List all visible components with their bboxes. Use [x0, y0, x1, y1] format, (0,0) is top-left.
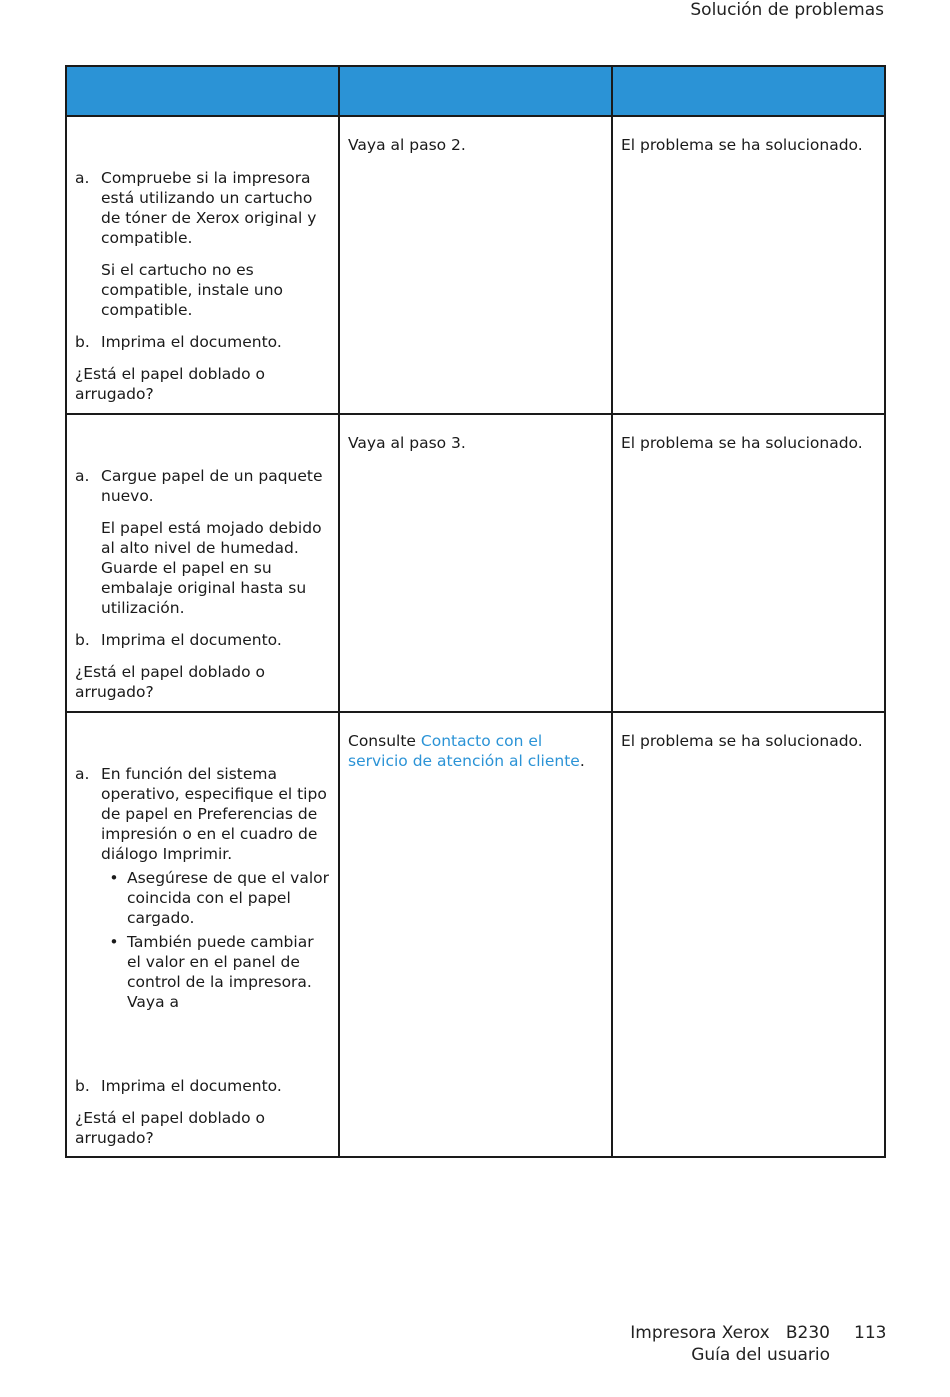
customer-support-link[interactable]: Contacto con el servicio de atención al cliente	[348, 732, 580, 770]
question-text: ¿Está el papel doblado o arrugado?	[75, 663, 266, 701]
step-text: Imprima el documento.	[101, 333, 282, 351]
step-marker: b.	[75, 1077, 90, 1095]
step-note: El papel está mojado debido al alto nivel de humedad. Guarde el papel en su embalaje original hasta su utilización.	[101, 519, 322, 617]
yes-cell	[339, 414, 612, 712]
step-marker: b.	[75, 333, 90, 351]
no-cell	[612, 116, 885, 414]
step-a	[75, 466, 330, 506]
bullet-item	[101, 932, 330, 1012]
yes-text: Vaya al paso 2.	[348, 136, 466, 154]
yes-text	[340, 713, 611, 779]
step-note: Si el cartucho no es compatible, instale uno compatible.	[101, 261, 284, 319]
table-row	[66, 414, 885, 712]
step-marker: a.	[75, 765, 90, 783]
troubleshooting-table	[65, 65, 886, 1158]
yes-suffix: .	[579, 752, 585, 770]
no-cell	[612, 414, 885, 712]
question-text: ¿Está el papel doblado o arrugado?	[75, 365, 266, 403]
question-text: ¿Está el papel doblado o arrugado?	[75, 1109, 266, 1147]
footer-guide: Guía del usuario	[691, 1345, 830, 1365]
running-header: Solución de problemas	[690, 0, 884, 20]
action-cell	[66, 116, 339, 414]
action-cell	[66, 712, 339, 1157]
step-text: En función del sistema operativo, especifique el tipo de papel en Preferencias de impresión o en el cuadro de diálogo Imprimir.	[101, 765, 327, 863]
page-number: 113	[854, 1323, 887, 1343]
no-text: El problema se ha solucionado.	[621, 434, 863, 452]
no-cell	[612, 712, 885, 1157]
no-text: El problema se ha solucionado.	[621, 136, 863, 154]
header-cell-no	[612, 66, 885, 116]
action-cell	[66, 414, 339, 712]
yes-text: Vaya al paso 3.	[348, 434, 466, 452]
header-cell-yes	[339, 66, 612, 116]
table-row	[66, 116, 885, 414]
bullet-dot-icon: •	[109, 869, 119, 887]
no-text: El problema se ha solucionado.	[621, 732, 863, 750]
step-marker: a.	[75, 169, 90, 187]
yes-cell	[339, 712, 612, 1157]
step-marker: b.	[75, 631, 90, 649]
step-text: Compruebe si la impresora está utilizando un cartucho de tóner de Xerox original y compatible.	[101, 169, 317, 247]
bullet-dot-icon: •	[109, 933, 119, 951]
step-b	[75, 630, 330, 650]
table-header-row	[66, 66, 885, 116]
step-b	[75, 1076, 330, 1096]
step-text: Imprima el documento.	[101, 631, 282, 649]
step-text: Imprima el documento.	[101, 1077, 282, 1095]
bullet-text: Asegúrese de que el valor coincida con el papel cargado.	[127, 869, 330, 927]
table-row	[66, 712, 885, 1157]
step-marker: a.	[75, 467, 90, 485]
footer-product: Impresora Xerox B230	[630, 1323, 830, 1343]
step-a	[75, 764, 330, 864]
step-a	[75, 168, 330, 248]
yes-prefix: Consulte	[348, 732, 421, 750]
bullet-item	[101, 868, 330, 928]
header-cell-action	[66, 66, 339, 116]
step-b	[75, 332, 330, 352]
bullet-text: También puede cambiar el valor en el panel de control de la impresora. Vaya a	[127, 933, 314, 1011]
step-text: Cargue papel de un paquete nuevo.	[101, 467, 323, 505]
footer	[630, 1322, 830, 1366]
yes-cell	[339, 116, 612, 414]
